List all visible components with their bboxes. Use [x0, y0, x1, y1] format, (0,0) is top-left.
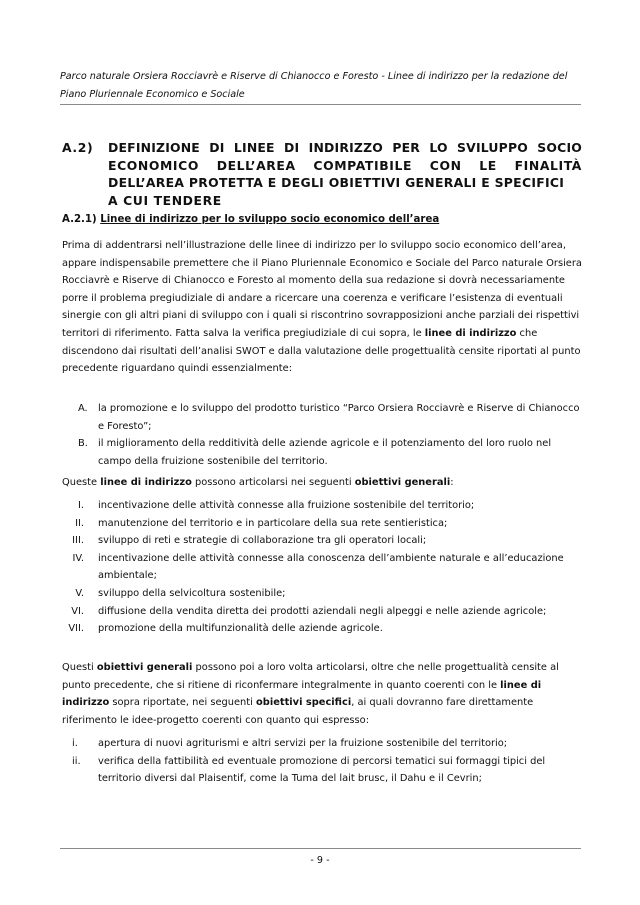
list-item-text: il miglioramento della redditività delle aziende agricole e il potenziamento del loro ruolo nel campo della fruizione sostenibile del territorio. — [98, 438, 552, 467]
list-item — [62, 620, 582, 638]
general-objectives-intro — [62, 474, 582, 492]
list-item-text: manutenzione del territorio e in particolare della sua rete sentieristica; — [98, 517, 448, 529]
list-item — [62, 735, 582, 753]
list-item-text: promozione della multifunzionalità delle aziende agricole. — [98, 623, 383, 635]
text-run: , ai quali dovranno fare direttamente riferimento le idee-progetto coerenti con quanto qui espresso: — [62, 697, 534, 726]
subsection-heading — [62, 212, 439, 228]
list-marker: VI. — [71, 605, 84, 617]
list-marker: A. — [78, 403, 88, 414]
list-marker: ii. — [72, 755, 81, 767]
list-marker: VII. — [68, 623, 84, 635]
footer-divider — [60, 848, 581, 849]
list-item-text: incentivazione delle attività connesse alla fruizione sostenibile del territorio; — [98, 500, 475, 511]
section-heading — [62, 139, 582, 209]
list-item — [62, 550, 582, 585]
list-marker: II. — [75, 517, 84, 529]
text-run: Questi — [62, 662, 97, 673]
list-item — [62, 435, 582, 470]
intro-paragraph — [62, 237, 582, 378]
bold-term: obiettivi generali — [96, 662, 193, 673]
section-number: A.2) — [62, 140, 94, 155]
section-title-line-1: DEFINIZIONE DI LINEE DI INDIRIZZO PER LO SVILUPPO SOCIO — [108, 140, 582, 155]
list-item-text: verifica della fattibilità ed eventuale promozione di percorsi tematici sui formaggi tipici del territorio diversi dal Plaisentif, come la Tuma del lait brusc, il Dahu e il Cevrin; — [98, 755, 546, 785]
list-marker: B. — [78, 438, 88, 450]
subsection-title: Linee di indirizzo per lo sviluppo socio economico dell’area — [100, 214, 440, 225]
list-item — [62, 515, 582, 533]
running-header: Parco naturale Orsiera Rocciavrè e Riserve di Chianocco e Foresto - Linee di indirizzo per la redazione del Piano Pluriennale Economico e Sociale — [60, 71, 568, 100]
subsection-number: A.2.1) — [62, 214, 97, 225]
list-item-text: la promozione e lo sviluppo del prodotto turistico “Parco Orsiera Rocciavrè e Riserve di Chianocco e Foresto”; — [98, 403, 580, 432]
specific-objectives-list — [62, 735, 582, 788]
text-run: che discendono dai risultati dell’analisi SWOT e dalla valutazione delle progettualità censite riportati al punto precedente riguardano quindi essenzialmente: — [62, 327, 581, 375]
list-item-text: sviluppo della selvicoltura sostenibile; — [98, 587, 286, 599]
list-item — [62, 532, 582, 550]
bold-term: obiettivi specifici — [256, 697, 352, 709]
specific-objectives-intro — [62, 659, 582, 729]
bold-term: linee di indirizzo — [62, 679, 542, 709]
section-title-line-2: ECONOMICO DELL’AREA COMPATIBILE CON LE FINALITÀ — [108, 157, 582, 173]
list-item-text: sviluppo di reti e strategie di collaborazione tra gli operatori locali; — [98, 535, 427, 547]
text-run: sopra riportate, nei seguenti — [109, 697, 257, 709]
list-item-text: apertura di nuovi agriturismi e altri servizi per la fruizione sostenibile del territorio; — [98, 738, 508, 749]
list-item — [62, 753, 582, 788]
header-divider — [60, 104, 581, 105]
text-run: Prima di addentrarsi nell’illustrazione delle linee di indirizzo per lo sviluppo socio economico dell’area, appare indispensabile premettere che il Piano Pluriennale Economico e Sociale del Parco naturale Orsiera Rocciavrè e Riserve di Chianocco e Foresto al momento della sua redazione si dovrà necessariamente porre il problema pregiudiziale di andare a ricercare una coerenza e verificare l’esistenza di eventuali sinergie con gli altri piani di sviluppo con i quali si riscontrino sovrapposizioni anche parziali dei rispettivi territori di riferimento. Fatta salva la verifica pregiudiziale di cui sopra, le — [62, 240, 582, 339]
section-title-line-4: A CUI TENDERE — [108, 192, 222, 208]
list-marker: III. — [72, 535, 84, 547]
bold-term: obiettivi generali — [354, 477, 451, 488]
bold-term: linee di indirizzo — [100, 477, 192, 488]
page-number: - 9 - — [310, 855, 330, 866]
list-marker: IV. — [72, 552, 84, 564]
text-run: : — [450, 477, 454, 488]
list-item — [62, 603, 582, 621]
list-item — [62, 585, 582, 603]
list-marker: i. — [72, 738, 78, 749]
list-marker: I. — [77, 500, 84, 511]
list-item — [62, 497, 582, 515]
guidelines-list — [62, 400, 582, 470]
list-item-text: diffusione della vendita diretta dei prodotti aziendali negli alpeggi e nelle aziende agricole; — [98, 605, 547, 617]
section-title-line-3: DELL’AREA PROTETTA E DEGLI OBIETTIVI GENERALI E SPECIFICI — [108, 175, 565, 190]
general-objectives-list — [62, 497, 582, 638]
text-run: possono articolarsi nei seguenti — [191, 477, 355, 488]
list-item — [62, 400, 582, 435]
text-run: possono poi a loro volta articolarsi, oltre che nelle progettualità censite al punto precedente, che si ritiene di riconfermare integralmente in quanto coerenti con le — [62, 662, 559, 691]
list-marker: V. — [75, 587, 84, 599]
bold-term: linee di indirizzo — [424, 327, 517, 339]
text-run: Queste — [62, 477, 101, 488]
list-item-text: incentivazione delle attività connesse alla conoscenza dell’ambiente naturale e all’educazione ambientale; — [98, 552, 564, 582]
